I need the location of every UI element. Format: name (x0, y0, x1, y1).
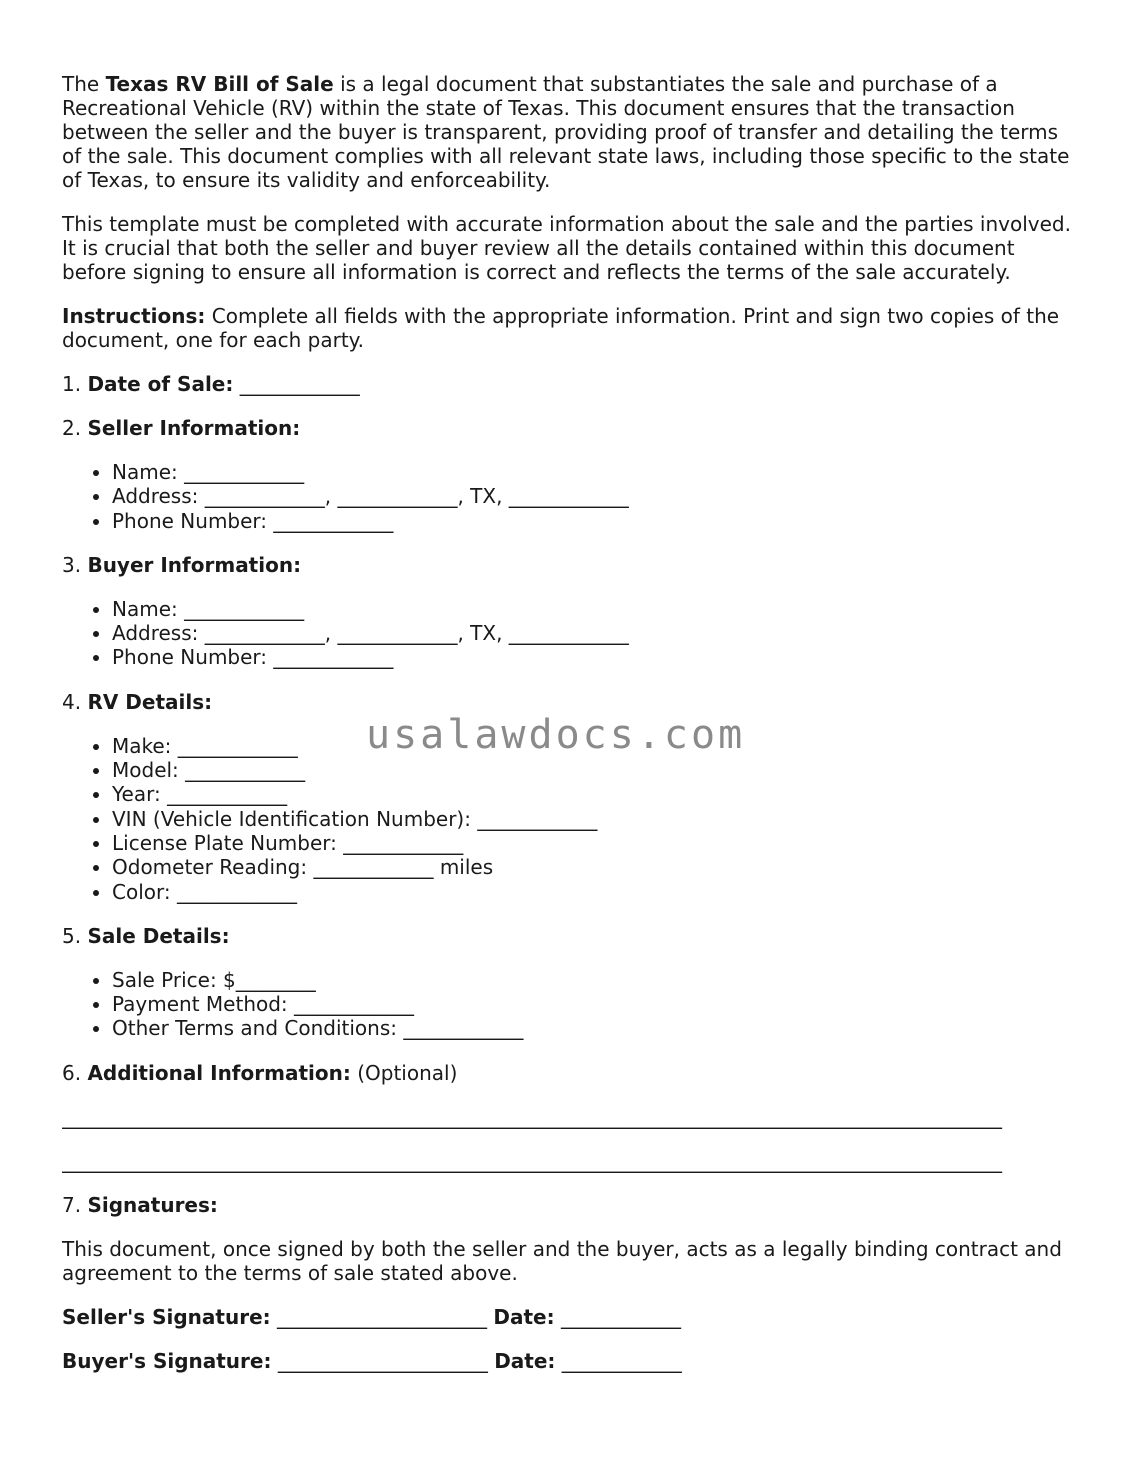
section-number: 7. (62, 1192, 88, 1217)
list-item: • Color: ____________ (112, 880, 1082, 904)
optional-note: (Optional) (350, 1060, 458, 1085)
list-item: • Odometer Reading: ____________ miles (112, 855, 1082, 879)
intro-paragraph (62, 72, 1082, 192)
section-title: Sale Details: (87, 923, 230, 948)
date-blank: ____________ (554, 1304, 681, 1329)
section-title: Additional Information: (87, 1060, 351, 1085)
seller-info-list (62, 460, 1082, 533)
list-item: • Make: ____________ (112, 734, 1082, 758)
date-of-sale-blank: ____________ (233, 372, 360, 396)
list-item: • Other Terms and Conditions: ____________ (112, 1016, 1082, 1040)
signature-blank: _____________________ (271, 1348, 495, 1373)
section-additional-information (62, 1061, 1082, 1085)
date-label: Date: (494, 1348, 556, 1373)
list-item: • Sale Price: $________ (112, 968, 1082, 992)
buyer-info-list (62, 597, 1082, 670)
list-item: • Model: ____________ (112, 758, 1082, 782)
signature-blank: _____________________ (270, 1304, 494, 1329)
watermark: usalawdocs.com (366, 712, 746, 758)
document-title: Texas RV Bill of Sale (105, 72, 334, 96)
list-item: • Address: ____________, ____________, TX, ____________ (112, 484, 1082, 508)
seller-signature-label: Seller's Signature: (62, 1304, 271, 1329)
list-item: • Address: ____________, ____________, TX, ____________ (112, 621, 1082, 645)
list-item: • Name: ____________ (112, 460, 1082, 484)
section-number: 6. (62, 1060, 88, 1085)
date-blank: ____________ (555, 1348, 682, 1373)
list-item: • Phone Number: ____________ (112, 509, 1082, 533)
date-label: Date: (493, 1304, 555, 1329)
buyer-signature-label: Buyer's Signature: (62, 1348, 272, 1373)
template-paragraph: This template must be completed with accurate information about the sale and the parties involved. It is crucial that both the seller and buyer review all the details contained within this document before signing to ensure all information is correct and reflects the terms of the sale accurately. (62, 212, 1071, 284)
section-title: Seller Information: (87, 416, 301, 440)
section-rv-details (62, 690, 1082, 714)
intro-text: is a legal document that substantiates the sale and purchase of a Recreational Vehicle (RV) within the state of Texas. This document ensures that the transaction between the seller and the buyer is transparent, providing proof of transfer and detailing the terms of the sale. This document complies with all relevant state laws, including those specific to the state of Texas, to ensure its validity and enforceability. (62, 72, 1070, 192)
list-item: • Phone Number: ____________ (112, 645, 1082, 669)
seller-signature-line (62, 1305, 1082, 1329)
section-title: Date of Sale: (87, 372, 234, 396)
intro-prefix: The (62, 72, 106, 96)
section-title: Buyer Information: (87, 552, 302, 577)
section-seller-information (62, 416, 1082, 440)
section-date-of-sale (62, 372, 1082, 396)
section-number: 5. (62, 923, 88, 948)
list-item: • VIN (Vehicle Identification Number): ____________ (112, 807, 1082, 831)
signatures-text: This document, once signed by both the seller and the buyer, acts as a legally binding contract and agreement to the terms of sale stated above. (62, 1236, 1062, 1285)
list-item: • Year: ____________ (112, 782, 1082, 806)
section-signatures (62, 1193, 1082, 1217)
rv-details-list (62, 734, 1082, 904)
section-number: 4. (62, 689, 88, 714)
section-number: 2. (62, 416, 88, 440)
list-item: • Payment Method: ____________ (112, 992, 1082, 1016)
section-sale-details (62, 924, 1082, 948)
section-title: RV Details: (87, 689, 213, 714)
instructions-paragraph (62, 304, 1082, 352)
instructions-label: Instructions: (62, 304, 206, 328)
list-item: • License Plate Number: ____________ (112, 831, 1082, 855)
buyer-signature-line (62, 1349, 1082, 1373)
sale-details-list (62, 968, 1082, 1041)
list-item: • Name: ____________ (112, 597, 1082, 621)
section-number: 3. (62, 552, 88, 577)
additional-info-line: ______________________________________________________________________________________________ (62, 1148, 1002, 1173)
section-buyer-information (62, 553, 1082, 577)
instructions-text: Complete all fields with the appropriate information. Print and sign two copies of the document, one for each party. (62, 304, 1060, 352)
section-number: 1. (62, 372, 88, 396)
additional-info-line: ______________________________________________________________________________________________ (62, 1104, 1002, 1129)
section-title: Signatures: (87, 1192, 218, 1217)
